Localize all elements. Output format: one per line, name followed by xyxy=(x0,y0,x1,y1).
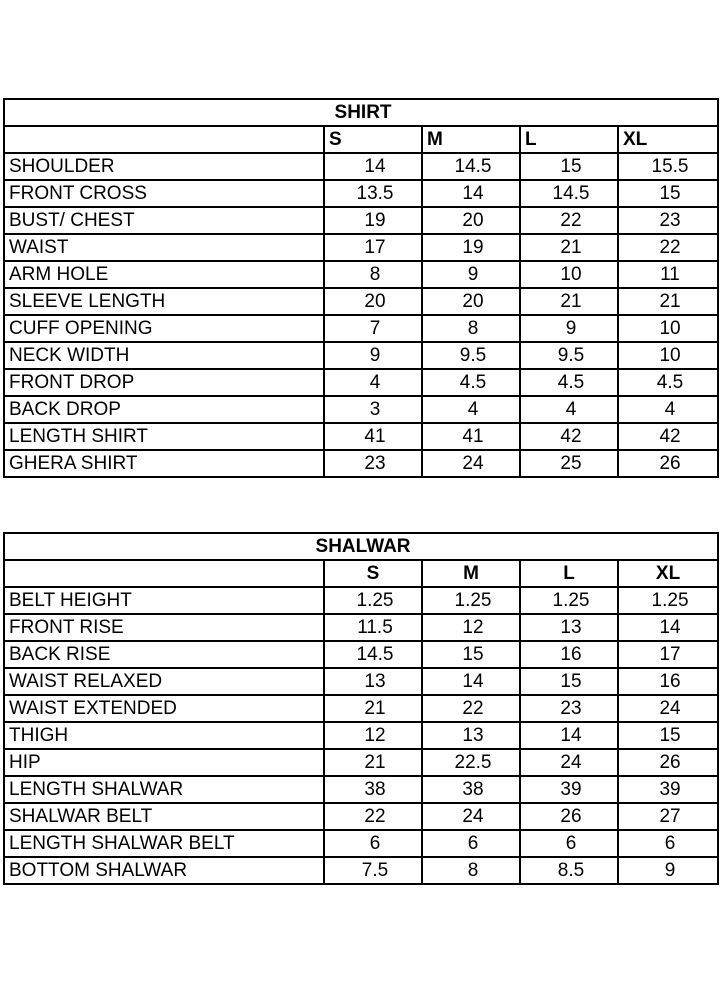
measurement-value: 26 xyxy=(618,749,718,776)
measurement-label: BOTTOM SHALWAR xyxy=(4,857,324,884)
measurement-value: 9 xyxy=(324,342,422,369)
measurement-value: 14 xyxy=(422,180,520,207)
measurement-row xyxy=(4,369,718,396)
measurement-value: 24 xyxy=(520,749,618,776)
measurement-value: 24 xyxy=(422,803,520,830)
shalwar-table-title: SHALWAR xyxy=(4,533,718,560)
measurement-row xyxy=(4,830,718,857)
measurement-value: 41 xyxy=(422,423,520,450)
measurement-label: SHOULDER xyxy=(4,153,324,180)
measurement-value: 8 xyxy=(422,315,520,342)
measurement-value: 15 xyxy=(520,153,618,180)
measurement-row xyxy=(4,342,718,369)
measurement-value: 11.5 xyxy=(324,614,422,641)
shirt-size-header-row xyxy=(4,126,718,153)
measurement-label: BACK DROP xyxy=(4,396,324,423)
measurement-value: 9.5 xyxy=(520,342,618,369)
measurement-value: 20 xyxy=(422,207,520,234)
shirt-size-xl: XL xyxy=(618,126,718,153)
measurement-row xyxy=(4,180,718,207)
measurement-value: 8.5 xyxy=(520,857,618,884)
shalwar-size-table xyxy=(3,532,719,885)
measurement-label: FRONT RISE xyxy=(4,614,324,641)
measurement-value: 10 xyxy=(520,261,618,288)
measurement-value: 7 xyxy=(324,315,422,342)
measurement-row xyxy=(4,288,718,315)
shirt-size-l: L xyxy=(520,126,618,153)
shirt-size-m: M xyxy=(422,126,520,153)
measurement-label: ARM HOLE xyxy=(4,261,324,288)
measurement-label: LENGTH SHALWAR xyxy=(4,776,324,803)
shalwar-size-s: S xyxy=(324,560,422,587)
measurement-label: SHALWAR BELT xyxy=(4,803,324,830)
measurement-value: 14 xyxy=(520,722,618,749)
shalwar-size-xl: XL xyxy=(618,560,718,587)
measurement-label: NECK WIDTH xyxy=(4,342,324,369)
measurement-row xyxy=(4,423,718,450)
measurement-label: THIGH xyxy=(4,722,324,749)
shalwar-header-blank xyxy=(4,560,324,587)
measurement-value: 20 xyxy=(422,288,520,315)
measurement-label: WAIST RELAXED xyxy=(4,668,324,695)
measurement-value: 21 xyxy=(618,288,718,315)
measurement-row xyxy=(4,261,718,288)
measurement-value: 4.5 xyxy=(520,369,618,396)
measurement-label: HIP xyxy=(4,749,324,776)
shirt-size-s: S xyxy=(324,126,422,153)
measurement-value: 42 xyxy=(618,423,718,450)
measurement-value: 10 xyxy=(618,315,718,342)
measurement-value: 22 xyxy=(618,234,718,261)
shalwar-size-m: M xyxy=(422,560,520,587)
measurement-label: GHERA SHIRT xyxy=(4,450,324,477)
measurement-label: BELT HEIGHT xyxy=(4,587,324,614)
measurement-value: 15 xyxy=(520,668,618,695)
measurement-value: 6 xyxy=(618,830,718,857)
measurement-value: 14 xyxy=(422,668,520,695)
measurement-value: 4 xyxy=(422,396,520,423)
measurement-row xyxy=(4,315,718,342)
measurement-value: 21 xyxy=(520,288,618,315)
measurement-value: 22 xyxy=(324,803,422,830)
measurement-value: 1.25 xyxy=(520,587,618,614)
measurement-row xyxy=(4,614,718,641)
measurement-row xyxy=(4,234,718,261)
measurement-value: 20 xyxy=(324,288,422,315)
measurement-value: 9 xyxy=(520,315,618,342)
measurement-label: BUST/ CHEST xyxy=(4,207,324,234)
measurement-value: 11 xyxy=(618,261,718,288)
measurement-value: 21 xyxy=(324,749,422,776)
measurement-value: 13.5 xyxy=(324,180,422,207)
shirt-header-blank xyxy=(4,126,324,153)
shalwar-title-row xyxy=(4,533,718,560)
measurement-row xyxy=(4,207,718,234)
measurement-label: LENGTH SHALWAR BELT xyxy=(4,830,324,857)
measurement-value: 26 xyxy=(520,803,618,830)
measurement-value: 19 xyxy=(324,207,422,234)
measurement-value: 24 xyxy=(422,450,520,477)
measurement-value: 16 xyxy=(618,668,718,695)
measurement-value: 38 xyxy=(422,776,520,803)
measurement-value: 24 xyxy=(618,695,718,722)
measurement-value: 14 xyxy=(618,614,718,641)
measurement-row xyxy=(4,668,718,695)
measurement-value: 42 xyxy=(520,423,618,450)
measurement-label: WAIST xyxy=(4,234,324,261)
measurement-row xyxy=(4,396,718,423)
measurement-value: 9 xyxy=(618,857,718,884)
measurement-value: 22 xyxy=(520,207,618,234)
measurement-value: 6 xyxy=(520,830,618,857)
measurement-value: 14 xyxy=(324,153,422,180)
measurement-value: 10 xyxy=(618,342,718,369)
measurement-value: 22 xyxy=(422,695,520,722)
measurement-row xyxy=(4,776,718,803)
measurement-value: 3 xyxy=(324,396,422,423)
shalwar-size-l: L xyxy=(520,560,618,587)
measurement-row xyxy=(4,641,718,668)
measurement-value: 39 xyxy=(618,776,718,803)
measurement-value: 13 xyxy=(324,668,422,695)
measurement-label: BACK RISE xyxy=(4,641,324,668)
measurement-value: 23 xyxy=(618,207,718,234)
measurement-value: 15 xyxy=(618,180,718,207)
measurement-value: 17 xyxy=(618,641,718,668)
measurement-label: FRONT CROSS xyxy=(4,180,324,207)
measurement-row xyxy=(4,749,718,776)
measurement-value: 1.25 xyxy=(618,587,718,614)
measurement-value: 9.5 xyxy=(422,342,520,369)
shirt-size-table xyxy=(3,98,719,478)
measurement-label: LENGTH SHIRT xyxy=(4,423,324,450)
measurement-row xyxy=(4,153,718,180)
measurement-row xyxy=(4,587,718,614)
measurement-value: 15.5 xyxy=(618,153,718,180)
measurement-value: 15 xyxy=(618,722,718,749)
measurement-value: 8 xyxy=(324,261,422,288)
measurement-value: 6 xyxy=(422,830,520,857)
shirt-title-row xyxy=(4,99,718,126)
measurement-value: 19 xyxy=(422,234,520,261)
measurement-value: 14.5 xyxy=(422,153,520,180)
measurement-value: 23 xyxy=(324,450,422,477)
shirt-table-title: SHIRT xyxy=(4,99,718,126)
measurement-value: 1.25 xyxy=(422,587,520,614)
measurement-value: 21 xyxy=(520,234,618,261)
measurement-value: 4 xyxy=(520,396,618,423)
measurement-value: 41 xyxy=(324,423,422,450)
measurement-value: 12 xyxy=(324,722,422,749)
measurement-value: 27 xyxy=(618,803,718,830)
measurement-value: 8 xyxy=(422,857,520,884)
measurement-label: SLEEVE LENGTH xyxy=(4,288,324,315)
measurement-value: 4 xyxy=(618,396,718,423)
measurement-value: 15 xyxy=(422,641,520,668)
measurement-value: 4.5 xyxy=(618,369,718,396)
measurement-row xyxy=(4,450,718,477)
measurement-label: FRONT DROP xyxy=(4,369,324,396)
measurement-value: 38 xyxy=(324,776,422,803)
measurement-row xyxy=(4,695,718,722)
measurement-value: 7.5 xyxy=(324,857,422,884)
measurement-value: 4.5 xyxy=(422,369,520,396)
measurement-value: 1.25 xyxy=(324,587,422,614)
measurement-row xyxy=(4,857,718,884)
measurement-value: 17 xyxy=(324,234,422,261)
measurement-value: 4 xyxy=(324,369,422,396)
measurement-value: 13 xyxy=(520,614,618,641)
measurement-value: 14.5 xyxy=(520,180,618,207)
shalwar-size-header-row xyxy=(4,560,718,587)
measurement-value: 13 xyxy=(422,722,520,749)
measurement-label: CUFF OPENING xyxy=(4,315,324,342)
measurement-value: 25 xyxy=(520,450,618,477)
measurement-value: 14.5 xyxy=(324,641,422,668)
measurement-value: 26 xyxy=(618,450,718,477)
measurement-value: 6 xyxy=(324,830,422,857)
measurement-label: WAIST EXTENDED xyxy=(4,695,324,722)
measurement-value: 23 xyxy=(520,695,618,722)
measurement-value: 16 xyxy=(520,641,618,668)
measurement-value: 12 xyxy=(422,614,520,641)
measurement-row xyxy=(4,722,718,749)
measurement-value: 21 xyxy=(324,695,422,722)
measurement-value: 9 xyxy=(422,261,520,288)
measurement-value: 39 xyxy=(520,776,618,803)
measurement-value: 22.5 xyxy=(422,749,520,776)
measurement-row xyxy=(4,803,718,830)
